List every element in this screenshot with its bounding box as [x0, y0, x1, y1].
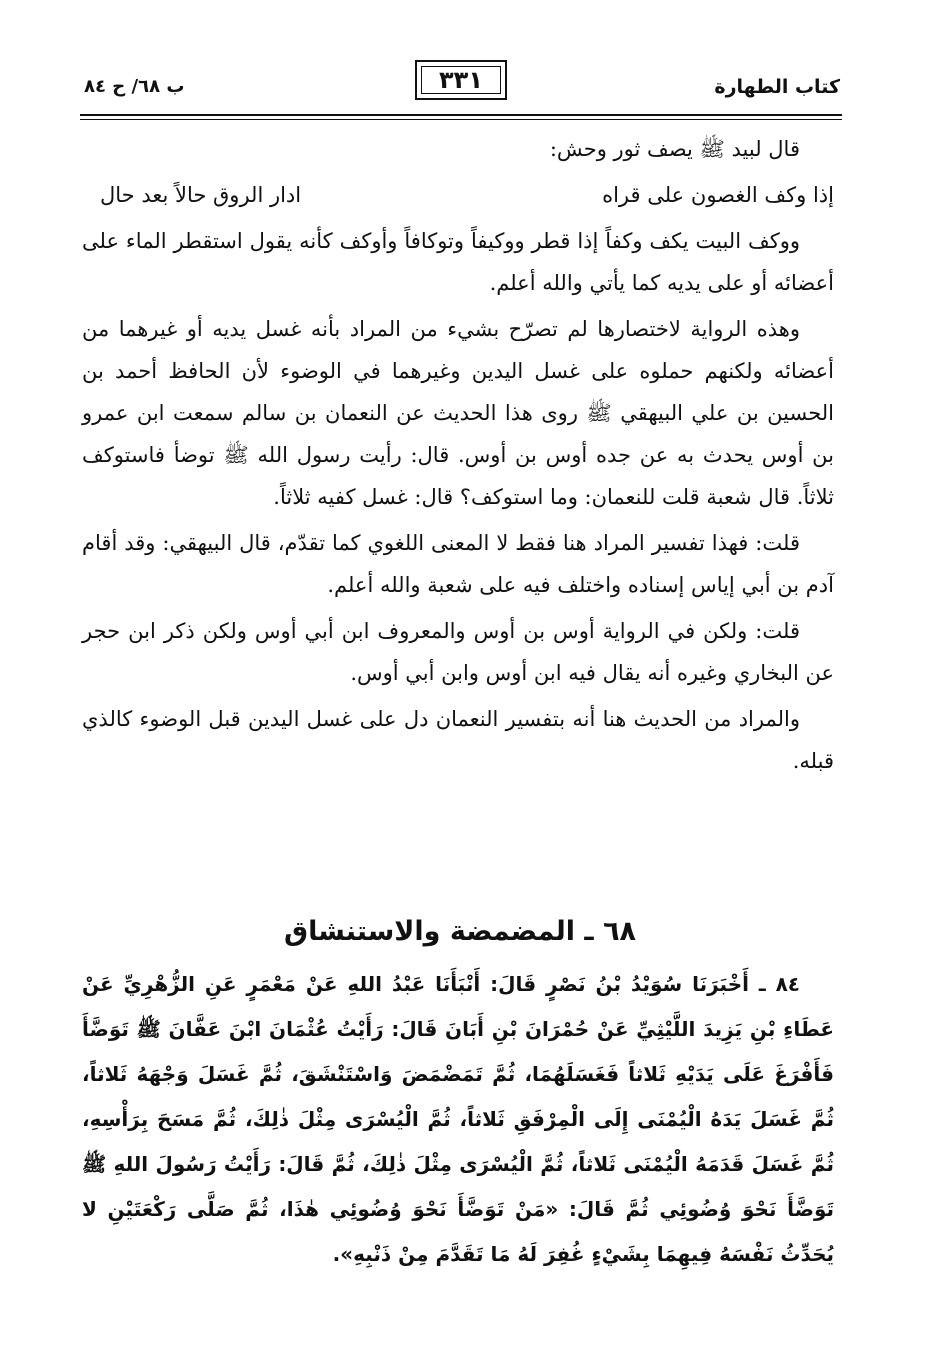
paragraph-intro: قال لبيد ﷺ يصف ثور وحش: — [549, 137, 800, 161]
paragraph-riwaya: وهذه الرواية لاختصارها لم تصرّح بشيء من المراد بأنه غسل يديه أو غيرهما من أعضائه ولكنهم حملوه على غسل اليدين وغيرهما في الوضوء لأن الحافظ أحمد بن الحسين بن علي البيهقي ﷺ روى هذا الحديث عن النعمان بن سالم سمعت ابن عمرو بن أوس يحدث به عن جده أوس بن أوس. قال: رأيت رسول الله ﷺ توضأ فاستوكف ثلاثاً. قال شعبة قلت للنعمان: وما استوكف؟ قال: غسل كفيه ثلاثاً. — [82, 317, 834, 509]
page-number: ٣٣١ — [439, 66, 483, 94]
verse-second-hemistich: ادار الروق حالاً بعد حال — [100, 183, 302, 207]
book-title: كتاب الطهارة — [714, 76, 840, 98]
hadith-text: ٨٤ ـ أَخْبَرَنَا سُوَيْدُ بْنُ نَصْرٍ قَالَ: أَنْبَأَنَا عَبْدُ اللهِ عَنْ مَعْمَرٍ عَنِ الزُّهْرِيِّ عَنْ عَطَاءِ بْنِ يَزِيدَ اللَّيْثِيِّ عَنْ حُمْرَانَ بْنِ أَبَانَ قَالَ: رَأَيْتُ عُثْمَانَ ابْنَ عَفَّانَ ﷺ تَوَضَّأَ فَأَفْرَغَ عَلَى يَدَيْهِ ثَلاثاً فَغَسَلَهُمَا، ثُمَّ تَمَضْمَضَ وَاسْتَنْشَقَ، ثُمَّ غَسَلَ وَجْهَهُ ثَلاثاً، ثُمَّ غَسَلَ يَدَهُ الْيُمْنَى إِلَى الْمِرْفَقِ ثَلاثاً، ثُمَّ الْيُسْرَى مِثْلَ ذٰلِكَ، ثُمَّ مَسَحَ بِرَأْسِهِ، ثُمَّ غَسَلَ قَدَمَهُ الْيُمْنَى ثَلاثاً، ثُمَّ الْيُسْرَى مِثْلَ ذٰلِكَ، ثُمَّ قَالَ: رَأَيْتُ رَسُولَ اللهِ ﷺ تَوَضَّأَ نَحْوَ وُضُوئِي ثُمَّ قَالَ: «مَنْ تَوَضَّأَ نَحْوَ وُضُوئِي هٰذَا، ثُمَّ صَلَّى رَكْعَتَيْنِ لا يُحَدِّثُ نَفْسَهُ فِيهِمَا بِشَيْءٍ غُفِرَ لَهُ مَا تَقَدَّمَ مِنْ ذَنْبِهِ». — [82, 972, 834, 1266]
paragraph-tafsir: قلت: فهذا تفسير المراد هنا فقط لا المعنى اللغوي كما تقدّم، قال البيهقي: وقد أقام آدم بن أبي إياس إسناده واختلف فيه على شعبة والله أعلم. — [82, 531, 834, 597]
chapter-hadith-reference: ب ٦٨/ ح ٨٤ — [84, 76, 185, 97]
paragraph-wakf: ووكف البيت يكف وكفاً إذا قطر ووكيفاً وتوكافاً وأوكف كأنه يقول استقطر الماء على أعضائه أو على يديه كما يأتي والله أعلم. — [82, 229, 834, 295]
commentary-text — [82, 128, 834, 786]
header-divider — [80, 114, 842, 116]
poetry-verse — [82, 174, 834, 216]
header-divider-thin — [80, 119, 842, 120]
hadith-text-block — [82, 962, 834, 1277]
chapter-heading: ٦٨ ـ المضمضة والاستنشاق — [283, 916, 637, 947]
verse-first-hemistich: إذا وكف الغصون على قراه — [602, 183, 834, 207]
page-header — [80, 60, 840, 116]
page-number-frame — [415, 60, 507, 100]
paragraph-murad: والمراد من الحديث هنا أنه بتفسير النعمان دل على غسل اليدين قبل الوضوء كالذي قبله. — [82, 707, 834, 773]
paragraph-aws: قلت: ولكن في الرواية أوس بن أوس والمعروف ابن أبي أوس ولكن ذكر ابن حجر عن البخاري وغيره أنه يقال فيه ابن أوس وابن أبي أوس. — [82, 619, 834, 685]
